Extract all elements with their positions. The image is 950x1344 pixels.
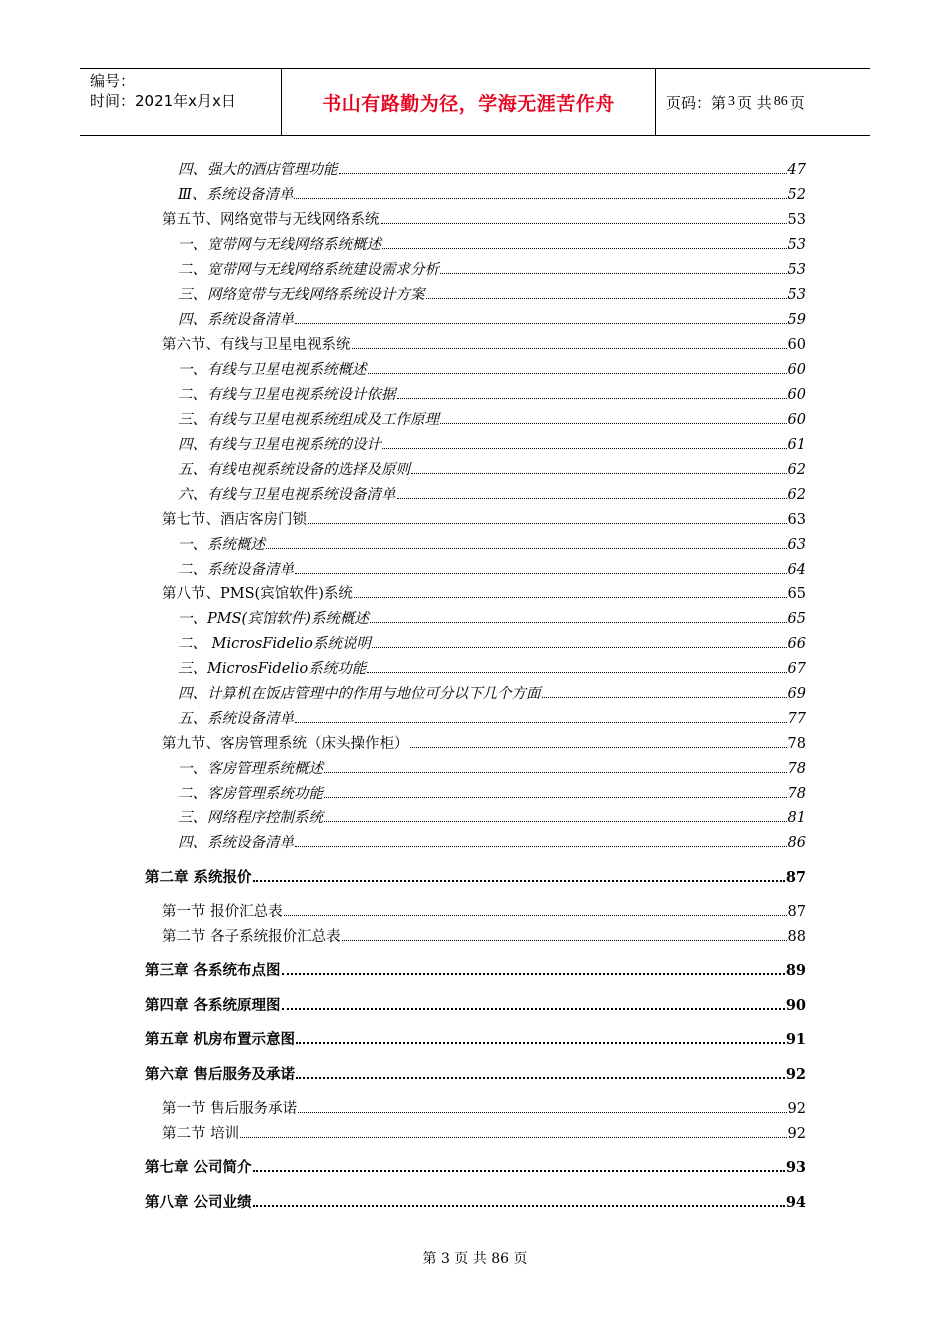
toc-entry-page: 53 (787, 262, 806, 278)
toc-entry-page: 78 (787, 736, 806, 752)
toc-entry-page: 59 (787, 312, 806, 328)
toc-entry-page: 92 (787, 1126, 806, 1142)
toc-entry[interactable] (145, 1191, 806, 1212)
header-motto: 书山有路勤为径，学海无涯苦作舟 (282, 69, 656, 135)
toc-entry-title: 一、PMS(宾馆软件)系统概述 (178, 611, 369, 627)
page-total: 86 (773, 94, 788, 109)
toc-leader-dots (368, 372, 787, 374)
toc-leader-dots (296, 1041, 785, 1044)
toc-entry[interactable] (145, 1156, 806, 1177)
toc-entry[interactable] (178, 707, 806, 728)
toc-entry[interactable] (178, 308, 806, 329)
toc-entry-page: 62 (787, 487, 806, 503)
toc-entry-title: 第七节、酒店客房门锁 (162, 512, 307, 528)
toc-entry[interactable] (178, 433, 806, 454)
toc-entry[interactable] (162, 925, 806, 946)
toc-entry[interactable] (178, 483, 806, 504)
toc-leader-dots (324, 771, 787, 773)
toc-entry-page: 77 (787, 711, 806, 727)
toc-entry[interactable] (178, 657, 806, 678)
toc-entry-title: 第五章 机房布置示意图 (145, 1031, 296, 1048)
toc-entry-title: 第四章 各系统原理图 (145, 997, 281, 1014)
toc-entry-page: 89 (785, 962, 806, 979)
toc-entry-title: 第一节 售后服务承诺 (162, 1101, 298, 1117)
toc-entry-title: 一、系统概述 (178, 537, 265, 553)
toc-entry-page: 93 (785, 1159, 806, 1176)
toc-leader-dots (352, 347, 787, 349)
toc-entry-title: Ⅲ、系统设备清单 (178, 187, 294, 203)
toc-leader-dots (382, 447, 787, 449)
toc-entry-title: 二、 MicrosFidelio系统说明 (178, 636, 371, 652)
toc-entry-title: 四、有线与卫星电视系统的设计 (178, 437, 381, 453)
toc-entry-page: 81 (787, 810, 806, 826)
toc-entry[interactable] (178, 158, 806, 179)
toc-leader-dots (282, 972, 785, 975)
toc-entry-page: 66 (787, 636, 806, 652)
toc-leader-dots (367, 671, 786, 673)
toc-entry-page: 65 (787, 586, 806, 602)
toc-entry-page: 60 (787, 362, 806, 378)
toc-entry[interactable] (178, 806, 806, 827)
toc-entry-title: 三、网络程序控制系统 (178, 810, 323, 826)
toc-entry-page: 86 (787, 835, 806, 851)
toc-entry-title: 第三章 各系统布点图 (145, 962, 281, 979)
toc-entry[interactable] (145, 959, 806, 980)
toc-entry[interactable] (162, 208, 806, 229)
toc-entry-title: 二、有线与卫星电视系统设计依据 (178, 387, 396, 403)
header-meta (80, 69, 282, 135)
toc-entry-page: 91 (785, 1031, 806, 1048)
toc-leader-dots (542, 696, 787, 698)
toc-leader-dots (295, 845, 787, 847)
toc-leader-dots (339, 172, 787, 174)
toc-entry-page: 53 (787, 237, 806, 253)
toc-leader-dots (426, 297, 787, 299)
toc-entry-page: 60 (787, 337, 806, 353)
toc-entry-title: 第二章 系统报价 (145, 869, 252, 886)
toc-leader-dots (411, 472, 787, 474)
toc-entry-title: 第八节、PMS(宾馆软件)系统 (162, 586, 353, 602)
toc-entry-page: 92 (785, 1066, 806, 1083)
toc-entry[interactable] (178, 682, 806, 703)
toc-entry[interactable] (178, 258, 806, 279)
toc-entry[interactable] (178, 782, 806, 803)
toc-entry-title: 一、有线与卫星电视系统概述 (178, 362, 367, 378)
toc-leader-dots (308, 522, 787, 524)
toc-entry-title: 一、宽带网与无线网络系统概述 (178, 237, 381, 253)
toc-entry[interactable] (178, 408, 806, 429)
page-current: 3 (728, 94, 736, 109)
toc-entry-title: 三、MicrosFidelio系统功能 (178, 661, 367, 677)
toc-entry-page: 64 (787, 562, 806, 578)
toc-entry-title: 第六章 售后服务及承诺 (145, 1066, 296, 1083)
toc-leader-dots (298, 1111, 786, 1113)
toc-leader-dots (282, 1007, 785, 1010)
toc-entry-page: 52 (787, 187, 806, 203)
toc-entry-page: 92 (787, 1101, 806, 1117)
toc-leader-dots (240, 1136, 786, 1138)
toc-leader-dots (410, 746, 787, 748)
toc-leader-dots (253, 1204, 785, 1207)
toc-entry[interactable] (178, 558, 806, 579)
document-date: 时间：2021年x月x日 (90, 92, 236, 110)
toc-entry-title: 二、系统设备清单 (178, 562, 294, 578)
toc-entry-title: 四、强大的酒店管理功能 (178, 162, 338, 178)
toc-entry-title: 第九节、客房管理系统（床头操作柜） (162, 736, 409, 752)
toc-entry-page: 69 (787, 686, 806, 702)
toc-entry[interactable] (178, 632, 806, 653)
toc-entry-title: 六、有线与卫星电视系统设备清单 (178, 487, 396, 503)
toc-entry[interactable] (178, 533, 806, 554)
toc-entry[interactable] (162, 1097, 806, 1118)
toc-leader-dots (397, 397, 787, 399)
toc-entry-title: 第一节 报价汇总表 (162, 904, 283, 920)
toc-entry-title: 五、系统设备清单 (178, 711, 294, 727)
toc-entry[interactable] (178, 283, 806, 304)
toc-entry[interactable] (162, 1122, 806, 1143)
toc-leader-dots (284, 914, 787, 916)
toc-entry-page: 65 (787, 611, 806, 627)
page-header (80, 68, 870, 136)
toc-entry-title: 第五节、网络宽带与无线网络系统 (162, 212, 380, 228)
toc-entry-page: 47 (787, 162, 806, 178)
toc-entry-page: 67 (787, 661, 806, 677)
toc-leader-dots (294, 197, 786, 199)
toc-entry[interactable] (178, 458, 806, 479)
toc-entry-page: 87 (785, 869, 806, 886)
toc-entry[interactable] (178, 358, 806, 379)
toc-leader-dots (440, 422, 787, 424)
toc-entry[interactable] (162, 900, 806, 921)
page-suffix: 页 (789, 93, 805, 112)
toc-entry-title: 四、计算机在饭店管理中的作用与地位可分以下几个方面 (178, 686, 541, 702)
toc-entry-page: 62 (787, 462, 806, 478)
toc-entry-page: 87 (787, 904, 806, 920)
toc-entry[interactable] (178, 233, 806, 254)
document-number-label: 编号： (90, 72, 136, 90)
toc-entry[interactable] (178, 831, 806, 852)
toc-leader-dots (324, 796, 787, 798)
toc-entry[interactable] (145, 1028, 806, 1049)
toc-entry-title: 三、网络宽带与无线网络系统设计方案 (178, 287, 425, 303)
toc-leader-dots (253, 1169, 785, 1172)
toc-leader-dots (440, 272, 787, 274)
page-middle: 页 共 (737, 93, 772, 112)
toc-entry-title: 第八章 公司业绩 (145, 1194, 252, 1211)
toc-entry-page: 63 (787, 537, 806, 553)
toc-leader-dots (382, 247, 787, 249)
toc-leader-dots (381, 222, 787, 224)
toc-entry-page: 53 (787, 287, 806, 303)
toc-leader-dots (370, 621, 787, 623)
toc-entry[interactable] (178, 383, 806, 404)
toc-entry-title: 五、有线电视系统设备的选择及原则 (178, 462, 410, 478)
toc-entry-page: 53 (787, 212, 806, 228)
toc-leader-dots (324, 820, 787, 822)
toc-entry[interactable] (162, 732, 806, 753)
toc-entry-page: 60 (787, 387, 806, 403)
toc-entry-page: 63 (787, 512, 806, 528)
toc-entry-title: 二、宽带网与无线网络系统建设需求分析 (178, 262, 439, 278)
toc-entry[interactable] (178, 607, 806, 628)
toc-entry-title: 四、系统设备清单 (178, 312, 294, 328)
toc-leader-dots (296, 1076, 785, 1079)
toc-leader-dots (295, 721, 787, 723)
toc-entry-title: 三、有线与卫星电视系统组成及工作原理 (178, 412, 439, 428)
toc-entry-title: 四、系统设备清单 (178, 835, 294, 851)
toc-entry[interactable] (145, 994, 806, 1015)
toc-entry-title: 二、客房管理系统功能 (178, 786, 323, 802)
toc-leader-dots (266, 547, 787, 549)
page-footer: 第 3 页 共 86 页 (422, 1251, 528, 1267)
toc-entry-title: 一、客房管理系统概述 (178, 761, 323, 777)
toc-entry[interactable] (178, 757, 806, 778)
toc-entry-page: 61 (787, 437, 806, 453)
toc-entry[interactable] (145, 1063, 806, 1084)
toc-entry[interactable] (162, 333, 806, 354)
toc-leader-dots (253, 879, 785, 882)
toc-entry-page: 60 (787, 412, 806, 428)
toc-entry-title: 第二节 培训 (162, 1126, 240, 1142)
toc-leader-dots (397, 497, 787, 499)
toc-entry-page: 78 (787, 761, 806, 777)
toc-leader-dots (354, 596, 787, 598)
toc-leader-dots (372, 646, 787, 648)
toc-leader-dots (295, 572, 787, 574)
toc-entry-page: 88 (787, 929, 806, 945)
page-prefix: 页码：第 (666, 93, 727, 112)
toc-entry-page: 90 (785, 997, 806, 1014)
toc-entry[interactable] (162, 508, 806, 529)
toc-entry[interactable] (178, 183, 806, 204)
toc-leader-dots (295, 322, 787, 324)
toc-entry-title: 第二节 各子系统报价汇总表 (162, 929, 341, 945)
toc-entry[interactable] (162, 582, 806, 603)
toc-leader-dots (342, 939, 787, 941)
toc-entry-title: 第六节、有线与卫星电视系统 (162, 337, 351, 353)
toc-entry-title: 第七章 公司简介 (145, 1159, 252, 1176)
toc-entry[interactable] (145, 866, 806, 887)
toc-entry-page: 78 (787, 786, 806, 802)
header-page-info (656, 69, 870, 135)
toc-entry-page: 94 (785, 1194, 806, 1211)
